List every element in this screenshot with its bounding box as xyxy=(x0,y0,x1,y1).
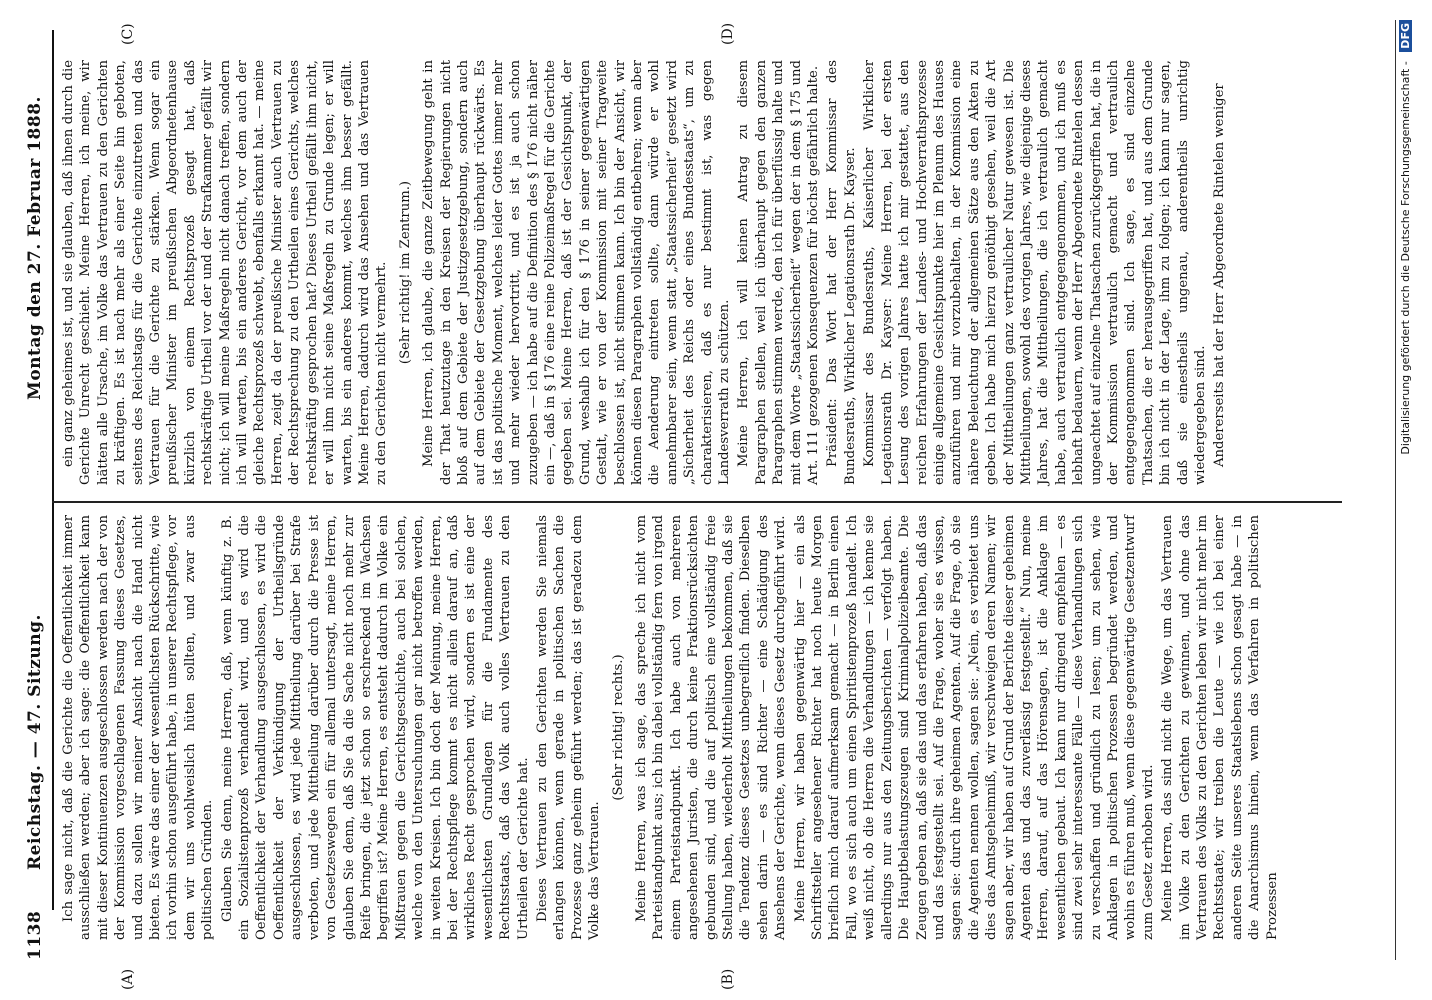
paragraph: Meine Herren, das sind nicht die Wege, um das Vertrauen im Volke zu den Gerichten zu gewinnen, und ohne das Vertrauen des Volks zu den Gerichten leben wir nicht mehr im Rechtsstaate; wir treiben die Leute — wie ich bei einer anderen Seite unseres Staatslebens schon gesagt habe — in die Anarchismus hinein, wenn das Verfahren in politischen Prozessen xyxy=(1160,515,1280,940)
paragraph: Ich sage nicht, daß die Gerichte die Oeffentlichkeit immer ausschließen werden; aber ich sage: die Oeffentlichkeit kann mit dieser Kontinuenzen ausgeschlossen werden nach der von der Kommission vorgeschlagenen Fassung dieses Gesetzes, und dazu sollen wir meiner Ansicht nach die Hand nicht bieten. Es wäre das einer der wesentlichsten Rückschritte, wie ich vorhin schon ausgeführt habe, in unserer Rechtspflege, vor dem wir uns wohlweislich hüten sollten, und zwar aus politischen Gründen. xyxy=(61,515,216,940)
column-divider xyxy=(52,501,1342,503)
page-number: 1138 xyxy=(25,910,45,960)
margin-mark-b: (B) xyxy=(720,968,736,990)
session-date: Montag den 27. Februar 1888. xyxy=(25,96,45,400)
header-rule xyxy=(52,30,54,910)
paragraph: Glauben Sie denn, meine Herren, daß, wenn künftig z. B. ein Sozialistenprozeß verhandelt wird, und es wird die Oeffentlichkeit der Verhandlung ausgeschlossen, es wird die Oeffentlichkeit der Verkündigung der Urtheilsgründe ausgeschlossen, es wird jede Mittheilung darüber bei Strafe verboten, und jede Mittheilung darüber durch die Presse ist von Gesetzeswegen ein für allemal untersagt, meine Herren, glauben Sie denn, daß Sie da die Sache nicht noch mehr zur Reife bringen, die jetzt schon so erschreckend im Wachsen begriffen ist? Meine Herren, es entsteht dadurch im Volke ein Mißtrauen gegen die Gerichtsgeschichte, auch bei solchen, welche von den Untersuchungen gar nicht betroffen werden, in weiten Kreisen. Ich bin doch der Meinung, meine Herren, bei der Rechtspflege kommt es nicht allein darauf an, daß wirkliches Recht gesprochen wird, sondern es ist eine der wesentlichsten Grundlagen für die Fundamente des Rechtsstaats, daß das Volk auch volles Vertrauen zu den Urtheilen der Gerichte hat. xyxy=(219,515,531,940)
dfg-logo: DFG xyxy=(1399,20,1412,52)
margin-mark-c: (C) xyxy=(120,23,136,45)
page-header xyxy=(25,20,55,960)
paragraph: Dieses Vertrauen zu den Gerichten werden Sie niemals erlangen können, wenn gerade in politischen Sachen die Prozesse ganz geheim geführt werden; das ist geradezu dem Volke das Vertrauen. xyxy=(534,515,603,940)
interjection: (Sehr richtig! rechts.) xyxy=(610,654,626,801)
paragraph: Meine Herren, was ich sage, das spreche ich nicht vom Parteistandpunkt aus; ich bin dabei vollständig fern von irgend einem Parteistandpunkt. Ich habe auch von mehreren angesehenen Juristen, die durch keine Fraktionsrücksichten gebunden sind, und die auf politisch eine vollständig freie Stellung haben, wiederholt Mittheilungen bekommen, daß sie die Tendenz dieses Gesetzes unbegreiflich finden. Dieselben sehen darin — es sind Richter — eine Schädigung des Ansehens der Gerichte, wenn dieses Gesetz durchgeführt wird. xyxy=(634,515,789,940)
paragraph: Meine Herren, wir haben gegenwärtig hier — ein als Schriftsteller angesehener Richter hat noch heute Morgen brieflich mich darauf aufmerksam gemacht — in Berlin einen Fall, wo es sich auch um einen Spiritistenprozeß handelt. Ich weiß nicht, ob die Herren die Verhandlungen — ich kenne sie allerdings nur aus den Zeitungsberichten — verfolgt haben. Die Hauptbelastungszeugen sind Kriminalpolizeibeamte. Die Zeugen geben an, daß sie das und das erfahren haben, daß das und das festgestellt sei. Auf die Frage, woher sie es wissen, sagen sie: durch ihre geheimen Agenten. Auf die Frage, ob sie die Agenten nennen wollen, sagen sie: „Nein, es verbietet uns dies das Amtsgeheimniß, wir verschweigen deren Namen; wir sagen aber, wir haben auf Grund der Berichte dieser geheimen Agenten das und das zuverlässig festgestellt.“ Nun, meine Herren, darauf, auf das Hörensagen, ist die Anklage im wesentlichen gebaut. Ich kann nur dringend empfehlen — es sind zwei sehr interessante Fälle — diese Verhandlungen sich zu verschaffen und gründlich zu lesen; um zu sehen, wie Anklagen in politischen Prozessen begründet werden, und wohin es führen muß, wenn diese gegenwärtige Gesetzentwurf zum Gesetz erhoben wird. xyxy=(792,515,1156,940)
footer-text: Digitalisierung gefördert durch die Deutsche Forschungsgemeinschaft - xyxy=(1399,61,1412,455)
session-title: Reichstag. — 47. Sitzung. xyxy=(25,614,45,870)
interjection: (Sehr richtig! im Zentrum.) xyxy=(397,180,413,365)
speaker-paragraph: Kommissar des Bundesraths, Kaiserlicher Wirklicher Legationsrath Dr. Kayser: Meine Herren, bei der ersten Lesung des vorigen Jahres hatte ich mir gestattet, aus den reichen Erfahrungen der Landes- und Hochverrathsprozesse einige allgemeine Gesichtspunkte hier im Plenum des Hauses anzuführen und mir vorzubehalten, in der Kommission eine nähere Beleuchtung der allgemeinen Sätze aus den Akten zu geben. Ich habe mich hierzu genöthigt gesehen, weil die Art der Mittheilungen ganz vertraulicher Natur gewesen ist. Die Mittheilungen, sowohl des vorigen Jahres, wie diejenige dieses Jahres, hat die Mittheilungen, die ich vertraulich gemacht habe, auch vertraulich entgegengenommen, und ich muß es lebhaft bedauern, wenn der Herr Abgeordnete Rintelen dessen ungeachtet auf einzelne Thatsachen zurückgegriffen hat, die in der Kommission vertraulich gemacht und vertraulich entgegengenommen sind. Ich sage, es sind einzelne Thatsachen, die er herausgegriffen hat, und aus dem Grunde bin ich nicht in der Lage, ihm zu folgen; ich kann nur sagen, daß sie einestheils ungenau, anderentheils unrichtig wiedergegeben sind. xyxy=(862,60,1208,485)
paragraph: ein ganz geheimes ist, und sie glauben, daß ihnen durch die Gerichte Unrecht geschieht. Meine Herren, ich meine, wir hätten alle Ursache, im Volke das Vertrauen zu den Gerichten zu kräftigen. Es ist nach mehr als einer Seite hin geboten, seitens des Reichstags für die Gerichte einzutreten und das Vertrauen für die Gerichte zu stärken. Wenn sogar ein preußischer Minister im preußischen Abgeordnetenhause kürzlich von einem Rechtsprozeß gesagt hat, daß rechtskräftige Urtheil vor der und der Strafkammer gefällt wir nicht; ich will meine Maßregeln nicht danach treffen, sondern ich will warten, bis ein anderes Gericht, vor dem auch der gleiche Rechtsprozeß schwebt, ebenfalls erkannt hat. — meine Herren, zeigt da der preußische Minister auch Vertrauen zu der Rechtsprechung zu den Urtheilen eines Gerichts, welches rechtskräftig gesprochen hat? Dieses Urtheil gefällt ihm nicht, er will ihm nicht seine Maßregeln zu Grunde legen; er will warten, bis ein anderes kommt, welches ihm besser gefällt. Meine Herren, dadurch wird das Ansehen und das Vertrauen zu den Gerichten nicht vermehrt. xyxy=(61,60,390,485)
margin-mark-d: (D) xyxy=(720,22,736,45)
paragraph: Meine Herren, ich glaube, die ganze Zeitbewegung geht in der That heutzutage in den Kreisen der Regierungen nicht bloß auf dem Gebiete der Justizgesetzgebung, sondern auch auf dem Gebiete der Gesetzgebung überhaupt rückwärts. Es ist das politische Moment, welches leider Gottes immer mehr und mehr wieder hervortritt, und es ist ja auch schon zuzugeben — ich habe auf die Definition des § 176 nicht näher ein —, daß in § 176 eine reine Polizeimaßregel für die Gerichte gegeben sei. Meine Herren, daß ist der Gesichtspunkt, der Grund, weshalb ich für den § 176 in seiner gegenwärtigen Gestalt, wie er von der Kommission mit seiner Tragweite beschlossen ist, nicht stimmen kann. Ich bin der Ansicht, wir können diesen Paragraphen vollständig entbehren; wenn aber die Aenderung eintreten sollte, dann würde er wohl annehmbarer sein, wenn statt „Staatssicherheit“ gesetzt wird „Sicherheit des Reichs oder eines Bundesstaats“, um zu charakterisieren, daß es nur bestimmt ist, was gegen Landesverrath zu schützen. xyxy=(421,60,733,485)
margin-mark-a: (A) xyxy=(120,968,136,990)
paragraph: Meine Herren, ich will keinen Antrag zu diesem Paragraphen stellen, weil ich überhaupt gegen den ganzen Paragraphen stimmen werde, den ich für überflüssig halte und mit dem Worte „Staatssicherheit“ wegen der in dem § 175 und Art. 111 gezogenen Konsequenzen für höchst gefährlich halte. xyxy=(736,60,822,485)
speaker-paragraph: Präsident: Das Wort hat der Herr Kommissar des Bundesraths, Wirklicher Legationsrath Dr. Kayser. xyxy=(825,60,858,485)
left-column xyxy=(60,515,1283,940)
right-column xyxy=(60,60,1231,485)
digitization-footer xyxy=(1395,20,1412,960)
paragraph: Andererseits hat der Herr Abgeordnete Rintelen weniger xyxy=(1212,83,1228,467)
